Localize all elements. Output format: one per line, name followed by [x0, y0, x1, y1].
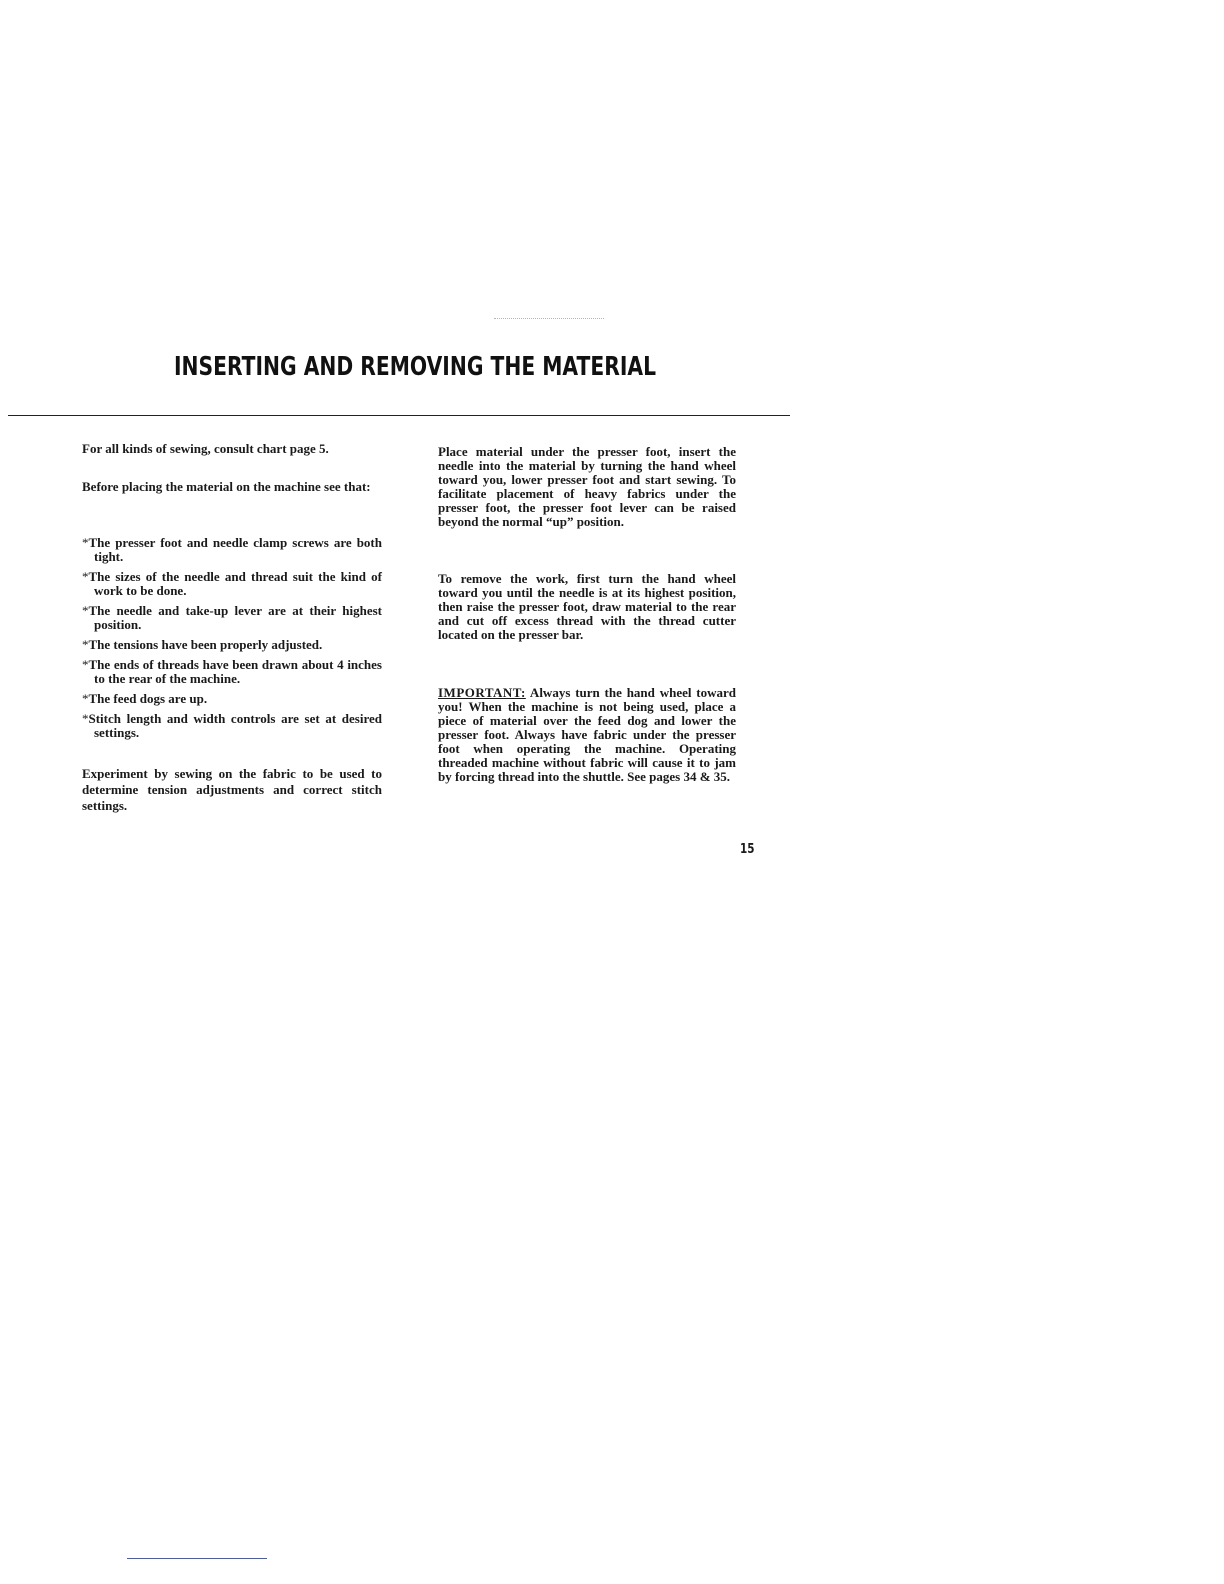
- important-label: IMPORTANT:: [438, 685, 526, 700]
- checklist-item: *Stitch length and width controls are set at desired settings.: [82, 711, 382, 740]
- bullet-marker: *: [82, 711, 89, 726]
- important-text: Always turn the hand wheel toward you! When the machine is not being used, place a piece of material over the feed dog and lower the presser foot. Always have fabric under the presser foot when operating the machine. Operating threaded machine without fabric will cause it to jam by forcing thread into the shuttle. See pages 34 & 35.: [438, 685, 736, 784]
- checklist-item: *The needle and take-up lever are at their highest position.: [82, 603, 382, 632]
- bullet-marker: *: [82, 691, 89, 706]
- checklist-item: *The tensions have been properly adjusted.: [82, 637, 323, 652]
- bullet-marker: *: [82, 603, 89, 618]
- bullet-marker: *: [82, 637, 89, 652]
- checklist-item: *The feed dogs are up.: [82, 691, 208, 706]
- page-number: 15: [740, 842, 755, 857]
- scan-artifact: [494, 318, 604, 319]
- placement-paragraph: Place material under the presser foot, insert the needle into the material by turning the hand wheel toward you, lower presser foot and start sewing. To facilitate placement of heavy fabrics under the presser foot, the presser foot lever can be raised beyond the normal “up” position.: [438, 444, 736, 529]
- checklist-item: *The presser foot and needle clamp screws are both tight.: [82, 535, 382, 564]
- intro-paragraph: For all kinds of sewing, consult chart page 5.: [82, 441, 329, 456]
- closing-paragraph: Experiment by sewing on the fabric to be used to determine tension adjustments and correct stitch settings.: [82, 766, 382, 813]
- bullet-marker: *: [82, 535, 89, 550]
- footer-line: [127, 1558, 267, 1559]
- bullet-marker: *: [82, 569, 89, 584]
- checklist-item: *The sizes of the needle and thread suit the kind of work to be done.: [82, 569, 382, 598]
- title-divider: [8, 415, 790, 416]
- bullet-marker: *: [82, 657, 89, 672]
- checklist-item: *The ends of threads have been drawn about 4 inches to the rear of the machine.: [82, 657, 382, 686]
- important-note: [438, 686, 736, 784]
- page-title: INSERTING AND REMOVING THE MATERIAL: [173, 352, 657, 382]
- removal-paragraph: To remove the work, first turn the hand wheel toward you until the needle is at its highest position, then raise the presser foot, draw material to the rear and cut off excess thread with the thread cutter located on the presser bar.: [438, 571, 736, 642]
- intro-paragraph: Before placing the material on the machine see that:: [82, 479, 371, 494]
